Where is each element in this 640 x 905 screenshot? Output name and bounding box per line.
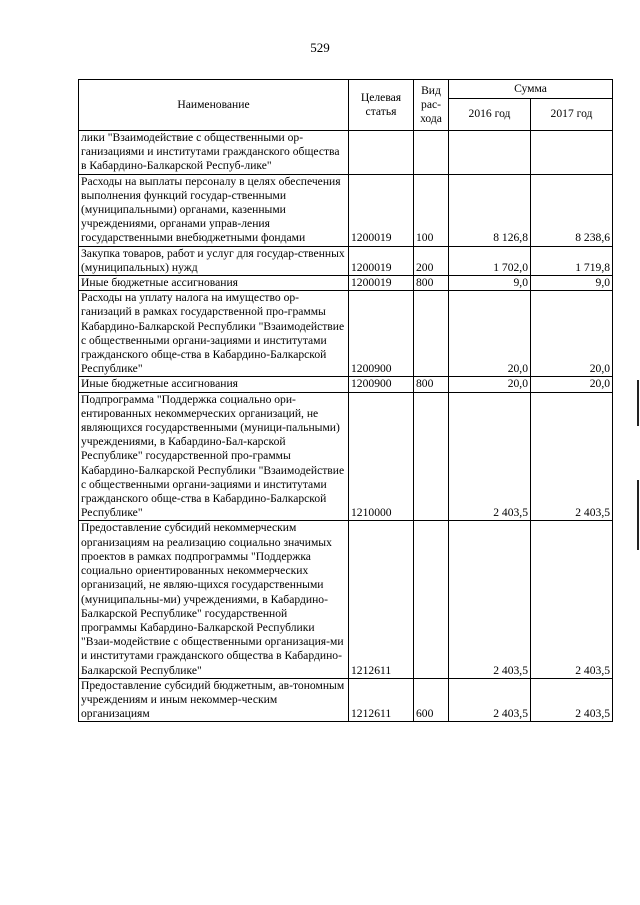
table-row — [79, 291, 613, 377]
row-2016: 8 126,8 — [449, 174, 531, 246]
row-2016 — [449, 131, 531, 175]
row-target: 1212611 — [349, 678, 414, 722]
row-name: Иные бюджетные ассигнования — [79, 377, 349, 392]
page-number: 529 — [310, 40, 330, 55]
row-2017: 2 403,5 — [531, 392, 613, 521]
row-2017: 2 403,5 — [531, 678, 613, 722]
row-kind — [414, 392, 449, 521]
row-kind: 200 — [414, 246, 449, 275]
table-row — [79, 131, 613, 175]
row-name: Подпрограмма "Поддержка социально ори-ентированных некоммерческих организаций, не являющихся государственными (муници-пальными) учреждениями, в Кабардино-Бал-карской Республике" государственной про-граммы Кабардино-Балкарской Республики "Взаимодействие с общественными органи-зациями и институтами гражданского обще-ства в Кабардино-Балкарской Республике" — [79, 392, 349, 521]
row-2016: 20,0 — [449, 377, 531, 392]
row-target: 1200900 — [349, 291, 414, 377]
row-2017: 8 238,6 — [531, 174, 613, 246]
row-name: Расходы на уплату налога на имущество ор-ганизаций в рамках государственной про-граммы Кабардино-Балкарской Республики "Взаимодействие с общественными органи-зациями и институтами гражданского обще-ства в Кабардино-Балкарской Республике" — [79, 291, 349, 377]
row-target: 1200900 — [349, 377, 414, 392]
row-target — [349, 131, 414, 175]
table-row — [79, 392, 613, 521]
row-2016: 2 403,5 — [449, 392, 531, 521]
row-2017: 9,0 — [531, 276, 613, 291]
header-2017: 2017 год — [531, 99, 613, 131]
row-2017: 20,0 — [531, 291, 613, 377]
header-target: Целевая статья — [349, 80, 414, 131]
table-row — [79, 377, 613, 392]
row-target: 1200019 — [349, 246, 414, 275]
row-kind: 800 — [414, 377, 449, 392]
row-name: Предоставление субсидий некоммерческим организациям на реализацию социально значимых проектов в рамках подпрограммы "Поддержка социально ориентированных некоммерческих организаций, не являю-щихся государственными (муниципальны-ми) учреждениями, в Кабардино-Балкарской Республике" государственной программы Кабардино-Балкарской Республики "Взаи-модействие с общественными организация-ми и институтами гражданского общества в Кабардино-Балкарской Республике" — [79, 521, 349, 678]
table-row — [79, 276, 613, 291]
row-name: Расходы на выплаты персоналу в целях обеспечения выполнения функций государ-ственными (муниципальными) органами, казенными учреждениями, органами управ-ления государственными внебюджетными фондами — [79, 174, 349, 246]
row-2016: 20,0 — [449, 291, 531, 377]
row-name: лики "Взаимодействие с общественными ор-ганизациями и институтами гражданского общества в Кабардино-Балкарской Респуб-лике" — [79, 131, 349, 175]
row-kind — [414, 521, 449, 678]
row-name: Предоставление субсидий бюджетным, ав-тономным учреждениям и иным некоммер-ческим организациям — [79, 678, 349, 722]
row-name: Закупка товаров, работ и услуг для государ-ственных (муниципальных) нужд — [79, 246, 349, 275]
header-kind: Вид рас-хода — [414, 80, 449, 131]
header-sum: Сумма — [449, 80, 613, 99]
header-name: Наименование — [79, 80, 349, 131]
header-2016: 2016 год — [449, 99, 531, 131]
row-2017 — [531, 131, 613, 175]
row-2016: 1 702,0 — [449, 246, 531, 275]
row-kind — [414, 131, 449, 175]
row-2016: 2 403,5 — [449, 521, 531, 678]
scan-edge-mark — [637, 380, 639, 426]
row-target: 1210000 — [349, 392, 414, 521]
row-target: 1200019 — [349, 174, 414, 246]
row-kind: 800 — [414, 276, 449, 291]
table-row — [79, 174, 613, 246]
row-kind: 100 — [414, 174, 449, 246]
table-row — [79, 678, 613, 722]
row-kind: 600 — [414, 678, 449, 722]
scan-edge-mark — [637, 480, 639, 550]
table-row — [79, 521, 613, 678]
row-2017: 20,0 — [531, 377, 613, 392]
row-2016: 2 403,5 — [449, 678, 531, 722]
row-target: 1212611 — [349, 521, 414, 678]
row-2016: 9,0 — [449, 276, 531, 291]
row-target: 1200019 — [349, 276, 414, 291]
row-kind — [414, 291, 449, 377]
row-2017: 2 403,5 — [531, 521, 613, 678]
budget-table — [78, 79, 613, 722]
row-name: Иные бюджетные ассигнования — [79, 276, 349, 291]
row-2017: 1 719,8 — [531, 246, 613, 275]
table-row — [79, 246, 613, 275]
